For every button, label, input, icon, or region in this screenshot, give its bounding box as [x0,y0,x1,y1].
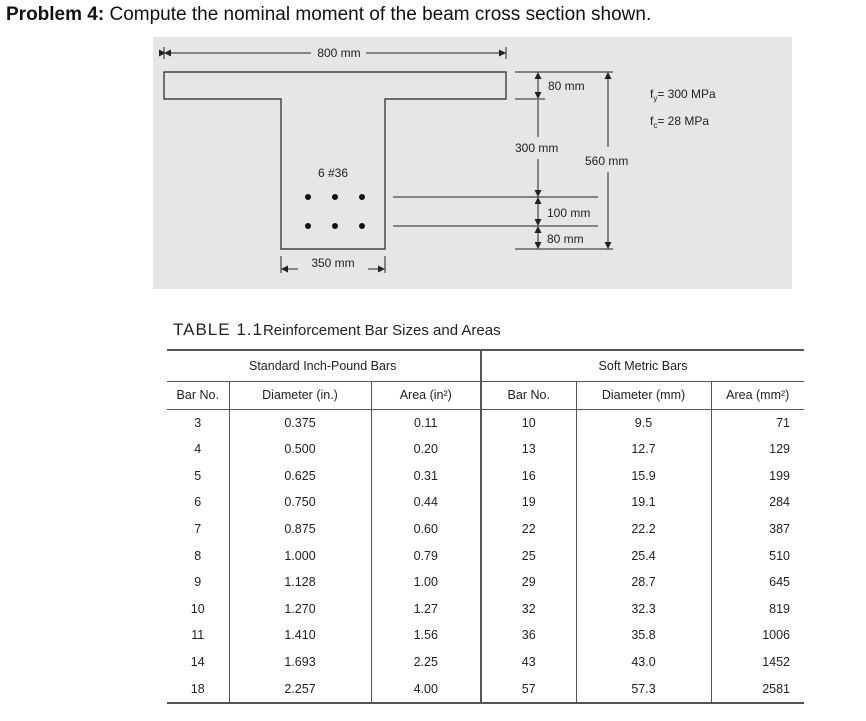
rebar [305,223,311,229]
rebar [359,223,365,229]
dim-bar-spacing: 100 mm [547,206,591,220]
dim-flange-width: 800 mm [317,46,361,60]
table-cell: 0.20 [371,436,481,463]
table-cell: 0.875 [229,516,371,543]
table-row [167,516,804,543]
table-cell: 1452 [711,649,804,676]
table-row [167,436,804,463]
problem-text: Compute the nominal moment of the beam cross section shown. [104,4,652,25]
table-cell: 645 [711,569,804,596]
bars-label: 6 #36 [317,166,349,180]
table-cell: 15.9 [576,463,711,490]
table-cell: 32.3 [576,596,711,623]
rebar-table [167,349,804,704]
table-cell: 57 [481,676,576,704]
table-cell: 22.2 [576,516,711,543]
table-row [167,622,804,649]
table-cell: 5 [194,468,202,483]
table-cell: 1.00 [371,569,481,596]
table-cell: 199 [711,463,804,490]
table-cell: 9.5 [576,409,711,436]
table-row [167,489,804,516]
col-header: Bar No. [481,382,576,410]
table-cell: 1.693 [229,649,371,676]
table-cell: 25.4 [576,543,711,570]
table-cell: 0.750 [229,489,371,516]
table-cell: 819 [711,596,804,623]
table-title: Reinforcement Bar Sizes and Areas [262,322,501,339]
group-header-inch-pound: Standard Inch-Pound Bars [229,350,481,382]
dim-flange-thickness: 80 mm [548,79,585,93]
t-beam-outline [164,72,506,249]
table-cell: 1.128 [229,569,371,596]
concrete-strength: $f_c= 28$ MPa [650,114,710,130]
col-header: Area (mm²) [711,382,804,410]
table-cell: 1.000 [229,543,371,570]
table-cell: 19.1 [576,489,711,516]
table-row [167,569,804,596]
problem-label: Problem 4: [6,4,105,25]
table-cell: 387 [711,516,804,543]
table-cell: 4 [194,442,202,457]
table-cell: 32 [481,596,576,623]
table-cell: 43.0 [576,649,711,676]
table-row [167,676,804,704]
table-cell: 0.60 [371,516,481,543]
table-cell: 43 [481,649,576,676]
table-cell: 129 [711,436,804,463]
table-cell: 0.11 [371,409,481,436]
table-cell: 0.375 [229,409,371,436]
col-header: Area (in²) [371,382,481,410]
dim-web-depth: 300 mm [515,141,559,155]
dim-total-depth: 560 mm [585,154,629,168]
table-cell: 10 [190,601,205,616]
table-cell: 14 [190,654,205,669]
table-cell: 57.3 [576,676,711,704]
table-cell: 28.7 [576,569,711,596]
table-cell: 22 [481,516,576,543]
table-cell: 2581 [711,676,804,704]
problem-statement [6,2,651,28]
rebar [305,194,311,200]
beam-diagram [153,37,792,289]
dim-cover: 80 mm [547,232,584,246]
table-cell: 18 [167,676,229,704]
table-cell: 284 [711,489,804,516]
table-cell: 7 [194,521,202,536]
table-cell: 25 [481,543,576,570]
table-caption [173,320,501,340]
table-cell: 0.625 [229,463,371,490]
table-cell: 0.31 [371,463,481,490]
table-cell: 1.27 [371,596,481,623]
table-cell: 4.00 [371,676,481,704]
col-header: Diameter (in.) [229,382,371,410]
table-cell: 1.56 [371,622,481,649]
table-cell: 16 [481,463,576,490]
rebar [332,223,338,229]
table-cell: 6 [194,495,202,510]
table-cell: 13 [481,436,576,463]
table-cell: 71 [711,409,804,436]
table-cell: 0.44 [371,489,481,516]
rebar [332,194,338,200]
table-row [167,409,804,436]
table-row [167,463,804,490]
table-cell: 8 [194,548,202,563]
table-cell: 3 [194,415,202,430]
table-row [167,543,804,570]
rebar [359,194,365,200]
table-cell: 9 [194,575,202,590]
table-cell: 12.7 [576,436,711,463]
table-cell: 29 [481,569,576,596]
table-number: TABLE 1.1 [173,320,263,339]
table-cell: 35.8 [576,622,711,649]
table-cell: 1006 [711,622,804,649]
table-cell: 0.500 [229,436,371,463]
table-cell: 1.410 [229,622,371,649]
table-cell: 19 [481,489,576,516]
group-header-metric: Soft Metric Bars [481,350,804,382]
table-cell: 1.270 [229,596,371,623]
beam-cross-section-figure [153,37,792,289]
table-cell: 11 [191,628,205,643]
table-cell: 2.257 [229,676,371,704]
yield-strength: $f_y= 300$ MPa [650,87,716,103]
col-header: Diameter (mm) [576,382,711,410]
dim-web-width: 350 mm [311,256,355,270]
table-row [167,596,804,623]
col-header: Bar No. [167,382,229,410]
table-cell: 10 [481,409,576,436]
table-cell: 510 [711,543,804,570]
table-cell: 36 [481,622,576,649]
table-cell: 2.25 [371,649,481,676]
table-cell: 0.79 [371,543,481,570]
table-row [167,649,804,676]
